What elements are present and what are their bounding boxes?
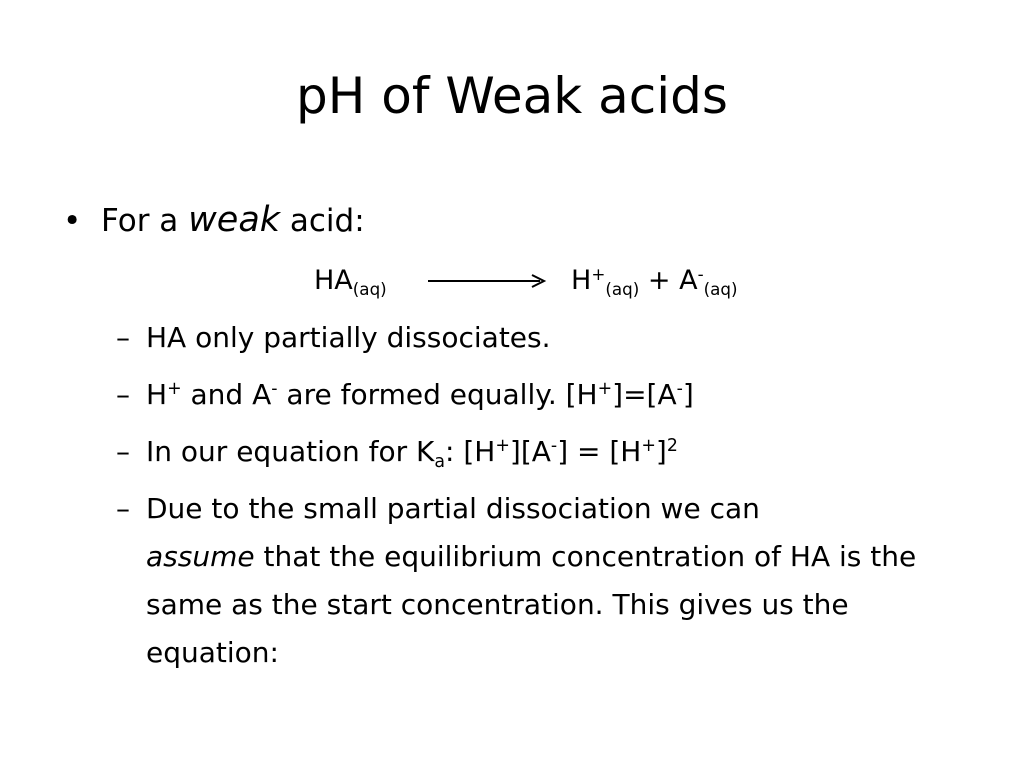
- equation-products: [571, 263, 738, 299]
- product1-state: (aq): [605, 278, 640, 299]
- bullet-suffix: acid:: [280, 203, 365, 239]
- bullet-prefix: For a: [101, 203, 189, 239]
- dash-marker: –: [116, 378, 130, 411]
- dash-marker: –: [116, 321, 130, 354]
- emphasis-assume: assume: [146, 540, 255, 573]
- bullet-emphasis-weak: weak: [188, 200, 281, 240]
- slide-title: pH of Weak acids: [296, 67, 728, 125]
- dash-marker: –: [116, 435, 130, 468]
- reactant-state: (aq): [352, 278, 387, 299]
- sub-bullet-formed-equally: [116, 371, 946, 419]
- product1-formula: H: [571, 265, 592, 296]
- sub-bullet-text: Due to the small partial dissociation we can assume that the equilibrium concentration of HA is the same as the start concentration. This gives us the equation:: [146, 492, 917, 669]
- sub-bullet-text: H+ and A- are formed equally. [H+]=[A-]: [146, 378, 694, 411]
- product1-charge: +: [591, 263, 606, 284]
- sub-bullet-text: HA only partially dissociates.: [146, 321, 551, 354]
- reaction-arrow-icon: [428, 269, 550, 293]
- product2-charge: -: [697, 263, 704, 284]
- sub-bullet-partial-dissociation: [116, 314, 946, 362]
- equation-reactant: [314, 263, 387, 299]
- product2-formula: A: [679, 265, 698, 296]
- main-bullet: [63, 198, 365, 243]
- sub-bullet-text: In our equation for $K_a$: $[H^+][A^-] = [H^+]^2$: [146, 435, 678, 473]
- reactant-formula: HA: [314, 265, 353, 296]
- sub-bullet-assumption: [116, 485, 946, 677]
- bullet-marker: •: [63, 203, 82, 239]
- equation-plus: +: [639, 265, 680, 296]
- sub-bullet-list: [116, 314, 946, 686]
- product2-state: (aq): [703, 278, 738, 299]
- sub-bullet-ka-equation: [116, 428, 946, 476]
- dash-marker: –: [116, 492, 130, 525]
